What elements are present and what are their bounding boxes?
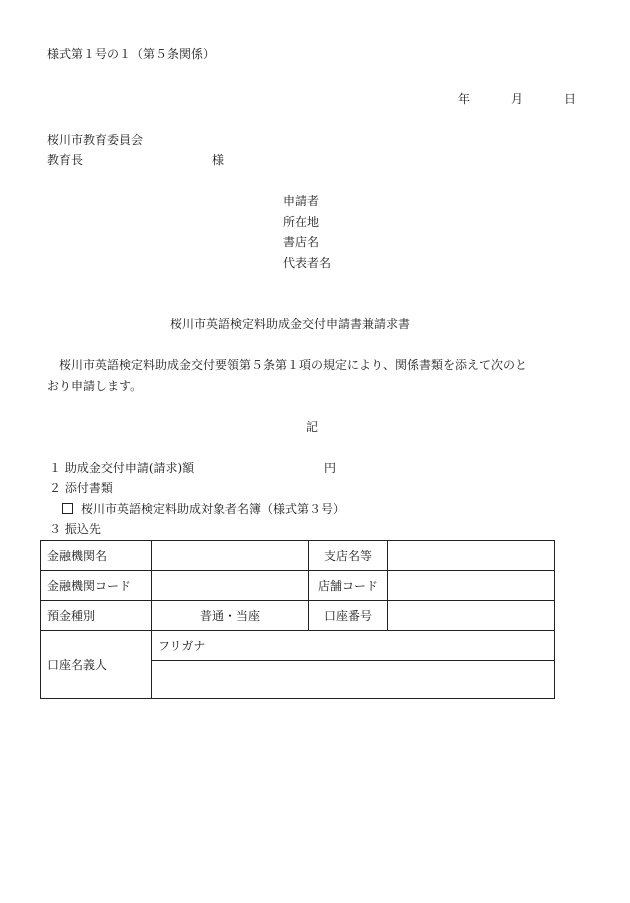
furigana-field[interactable] (152, 631, 555, 661)
table-row (41, 601, 555, 631)
branch-code-field[interactable] (388, 571, 555, 601)
form-number: 様式第１号の１（第５条関係） (47, 47, 216, 61)
date-day: 日 (564, 92, 577, 106)
addressee-org: 桜川市教育委員会 (47, 133, 144, 147)
branch-code-label: 店舗コード (309, 571, 388, 601)
item2-attachment-text: 桜川市英語検定料助成対象者名簿（様式第３号） (81, 502, 346, 516)
item3-label: ３ 振込先 (49, 522, 101, 536)
bank-name-field[interactable] (152, 541, 309, 571)
item1-label: １ 助成金交付申請(請求)額 (49, 461, 195, 475)
date-month: 月 (511, 92, 524, 106)
account-holder-name-field[interactable] (152, 661, 555, 699)
deposit-type-label: 預金種別 (41, 601, 152, 631)
addressee-title: 教育長 (47, 153, 84, 167)
item2-attachment (62, 503, 345, 515)
deposit-type-options[interactable]: 普通・当座 (152, 601, 309, 631)
item1-unit: 円 (324, 461, 337, 475)
body-text-line2: おり申請します。 (47, 379, 143, 393)
date-year: 年 (458, 92, 471, 106)
item2-label: ２ 添付書類 (49, 481, 113, 495)
account-number-label: 口座番号 (309, 601, 388, 631)
table-row (41, 571, 555, 601)
applicant-label: 申請者 (283, 194, 320, 208)
applicant-store-label: 書店名 (283, 235, 320, 249)
bank-code-field[interactable] (152, 571, 309, 601)
ki-heading: 記 (306, 420, 319, 434)
applicant-address-label: 所在地 (283, 215, 320, 229)
bank-name-label: 金融機関名 (41, 541, 152, 571)
account-number-field[interactable] (388, 601, 555, 631)
table-row (41, 631, 555, 661)
addressee-honorific: 様 (212, 153, 225, 167)
account-holder-label: 口座名義人 (41, 631, 152, 699)
body-text-line1: 桜川市英語検定料助成金交付要領第５条第１項の規定により、関係書類を添えて次のと (59, 358, 528, 372)
branch-name-field[interactable] (388, 541, 555, 571)
bank-code-label: 金融機関コード (41, 571, 152, 601)
checkbox-icon[interactable] (62, 503, 73, 514)
bank-info-table (40, 540, 555, 699)
document-title: 桜川市英語検定料助成金交付申請書兼請求書 (170, 317, 411, 331)
applicant-representative-label: 代表者名 (283, 256, 332, 270)
branch-name-label: 支店名等 (309, 541, 388, 571)
table-row (41, 541, 555, 571)
furigana-label: フリガナ (158, 639, 206, 653)
